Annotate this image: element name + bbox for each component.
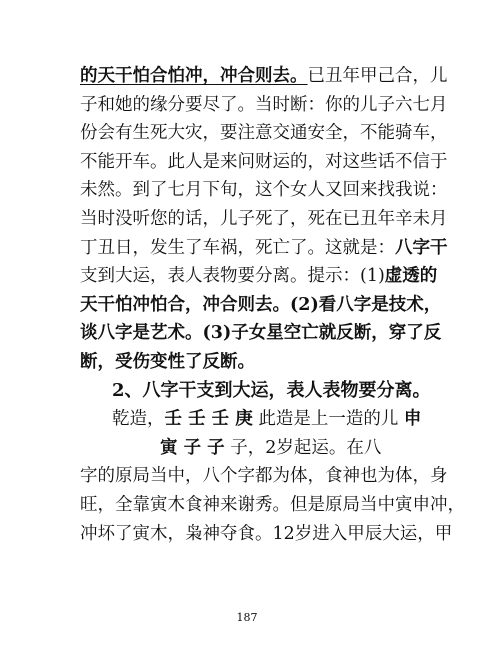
bazi-chart-line-1 bbox=[112, 405, 452, 433]
text-segment: 旺，全靠寅木食神来谢秀。但是原局当中寅申冲， bbox=[80, 495, 465, 515]
text-segment: 断，受伤变性了反断。 bbox=[80, 352, 255, 372]
text-segment: 壬 壬 壬 庚 bbox=[164, 409, 253, 429]
text-segment: 当时没听您的话，儿子死了，死在已丑年辛未月 bbox=[80, 209, 448, 229]
paragraph-line bbox=[80, 348, 420, 376]
paragraph-line bbox=[80, 291, 442, 319]
section-heading: 2、八字干支到大运，表人表物要分离。 bbox=[112, 380, 431, 401]
text-segment: 不能开车。此人是来问财运的，对这些话不信于 bbox=[80, 152, 448, 172]
paragraph-line bbox=[80, 262, 438, 290]
text-segment: 丁丑日，发生了车祸，死亡了。这就是： bbox=[80, 238, 395, 258]
text-segment: 已丑年甲己合，儿 bbox=[307, 66, 448, 86]
text-segment: 八字干 bbox=[395, 238, 448, 258]
paragraph-line bbox=[80, 520, 453, 548]
text-segment: 份会有生死大灾，要注意交通安全，不能骑车， bbox=[80, 123, 448, 143]
paragraph-line bbox=[80, 176, 448, 204]
text-segment: 未然。到了七月下旬，这个女人又回来找我说： bbox=[80, 180, 448, 200]
text-segment: 的天干怕合怕冲，冲合则去。 bbox=[80, 66, 308, 86]
text-segment: 此造是上一造的儿 bbox=[252, 409, 404, 429]
bazi-chart-line-2 bbox=[160, 434, 494, 462]
paragraph-line bbox=[80, 91, 448, 119]
text-segment: 虚透的 bbox=[384, 266, 438, 286]
paragraph-line bbox=[80, 462, 448, 490]
paragraph-line bbox=[80, 62, 448, 90]
paragraph-line bbox=[80, 234, 448, 262]
text-segment: 申 bbox=[403, 409, 422, 429]
paragraph-line bbox=[80, 491, 465, 519]
text-segment: 乾造， bbox=[112, 409, 165, 429]
text-segment: 寅 子 子 bbox=[160, 438, 225, 458]
text-segment: 谈八字是艺术。(3)子女星空亡就反断，穿了反 bbox=[80, 323, 442, 343]
paragraph-line bbox=[80, 119, 448, 147]
text-segment: 子和她的缘分要尽了。当时断：你的儿子六七月 bbox=[80, 95, 448, 115]
text-segment: 冲坏了寅木，枭神夺食。12岁进入甲辰大运，甲 bbox=[80, 524, 453, 544]
page-number: 187 bbox=[236, 611, 258, 624]
paragraph-line bbox=[80, 319, 442, 347]
text-segment: 支到大运，表人表物要分离。提示：(1) bbox=[80, 266, 385, 286]
text-segment: 字的原局当中，八个字都为体，食神也为体，身 bbox=[80, 466, 448, 486]
paragraph-line bbox=[80, 148, 448, 176]
paragraph-line bbox=[80, 205, 448, 233]
text-segment: 子，2岁起运。在八 bbox=[224, 438, 382, 458]
text-segment: 天干怕冲怕合，冲合则去。(2)看八字是技术， bbox=[80, 295, 442, 315]
